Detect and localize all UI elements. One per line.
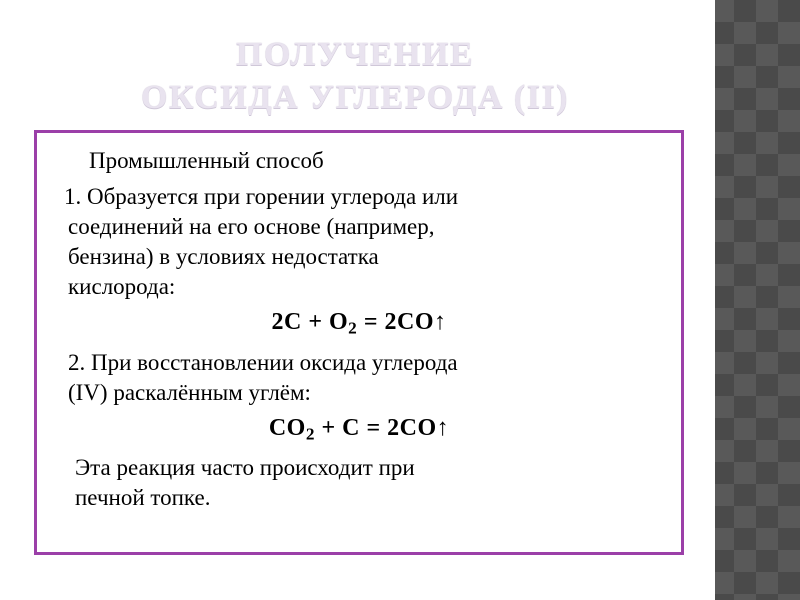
intro-text: Промышленный способ (89, 148, 324, 173)
item-1-line-4: кислорода: (68, 274, 176, 300)
slide-title-line-2: ОКСИДА УГЛЕРОДА (II) (140, 78, 570, 116)
slide-title (40, 34, 670, 119)
closing-line-2: печной топке. (75, 485, 211, 510)
equation-2-right: + C = 2CO (314, 414, 437, 441)
closing-line-1: Эта реакция часто происходит при (75, 454, 415, 480)
decorative-right-band (712, 0, 800, 600)
item-1-line-3: бензина) в условиях недостатка (68, 244, 379, 270)
item-2-line-2: (IV) раскалённым углём: (68, 379, 311, 405)
equation-2-arrow-icon: ↑ (436, 414, 450, 441)
equation-2 (53, 415, 665, 444)
equation-2-subscript: 2 (305, 423, 315, 443)
equation-1-left: 2C + O (271, 309, 349, 336)
content-box (34, 130, 684, 555)
equation-1-subscript: 2 (348, 318, 358, 338)
equation-1-arrow-icon: ↑ (434, 309, 447, 336)
equation-1 (53, 309, 665, 338)
item-1-line-1: 1. Образуется при горении углерода или (64, 184, 459, 210)
equation-2-left: CO (268, 414, 306, 441)
item-2-line-1: 2. При восстановлении оксида углерода (68, 349, 458, 375)
band-edge-line (712, 0, 715, 600)
item-1-line-2: соединений на его основе (например, (68, 214, 435, 240)
slide-title-line-1: ПОЛУЧЕНИЕ (235, 36, 475, 73)
equation-1-right: = 2CO (357, 309, 434, 336)
